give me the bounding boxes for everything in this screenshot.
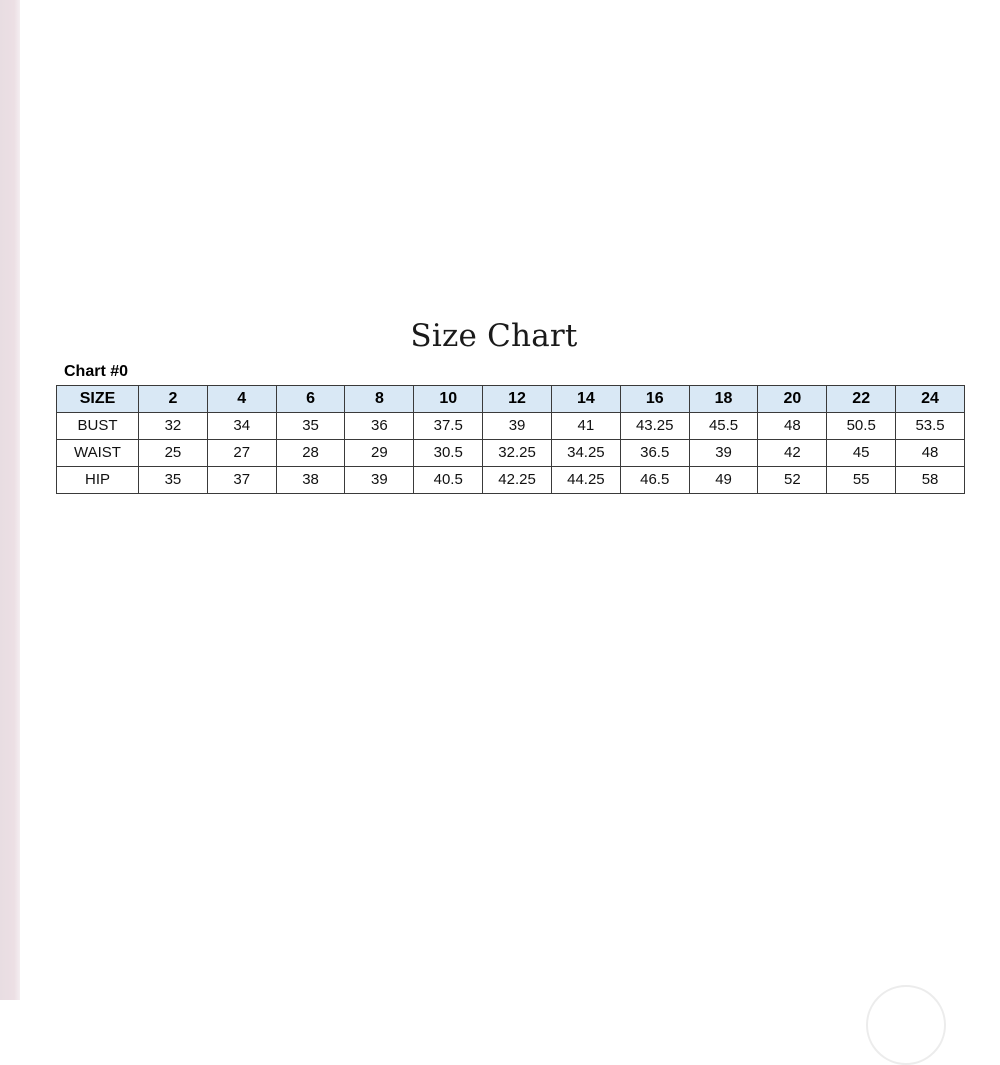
table-cell: 48	[758, 413, 827, 440]
header-cell: 14	[551, 386, 620, 413]
table-cell: 27	[207, 440, 276, 467]
table-cell: 46.5	[620, 467, 689, 494]
table-cell: 42.25	[483, 467, 552, 494]
table-cell: 39	[689, 440, 758, 467]
table-cell: 53.5	[896, 413, 965, 440]
size-chart-table	[56, 385, 965, 494]
table-cell: 55	[827, 467, 896, 494]
header-cell: 22	[827, 386, 896, 413]
table-row-waist	[57, 440, 965, 467]
corner-circle-decoration	[866, 985, 946, 1065]
table-cell: 42	[758, 440, 827, 467]
page-title: Size Chart	[410, 318, 578, 354]
header-cell: 10	[414, 386, 483, 413]
chart-number-label: Chart #0	[64, 363, 129, 380]
header-cell: 18	[689, 386, 758, 413]
table-cell: 37.5	[414, 413, 483, 440]
table-cell: 37	[207, 467, 276, 494]
table-cell: 40.5	[414, 467, 483, 494]
header-cell: 12	[483, 386, 552, 413]
table-cell: 36.5	[620, 440, 689, 467]
table-cell: 43.25	[620, 413, 689, 440]
table-row-bust	[57, 413, 965, 440]
table-cell: 34	[207, 413, 276, 440]
table-cell: 29	[345, 440, 414, 467]
table-cell: 50.5	[827, 413, 896, 440]
table-cell: 30.5	[414, 440, 483, 467]
row-label: BUST	[57, 413, 139, 440]
table-cell: 39	[345, 467, 414, 494]
header-cell: 20	[758, 386, 827, 413]
table-cell: 32.25	[483, 440, 552, 467]
header-cell: 4	[207, 386, 276, 413]
table-row-hip	[57, 467, 965, 494]
header-cell: 16	[620, 386, 689, 413]
table-cell: 58	[896, 467, 965, 494]
table-cell: 38	[276, 467, 345, 494]
table-cell: 25	[139, 440, 208, 467]
header-cell: 8	[345, 386, 414, 413]
table-cell: 49	[689, 467, 758, 494]
table-cell: 32	[139, 413, 208, 440]
table-cell: 45.5	[689, 413, 758, 440]
table-cell: 41	[551, 413, 620, 440]
table-cell: 52	[758, 467, 827, 494]
header-cell: 6	[276, 386, 345, 413]
table-cell: 36	[345, 413, 414, 440]
row-label: HIP	[57, 467, 139, 494]
header-cell: 2	[139, 386, 208, 413]
table-cell: 35	[276, 413, 345, 440]
left-edge-strip	[0, 0, 20, 1000]
row-label: WAIST	[57, 440, 139, 467]
table-cell: 48	[896, 440, 965, 467]
table-header-row	[57, 386, 965, 413]
table-cell: 39	[483, 413, 552, 440]
header-cell-size: SIZE	[57, 386, 139, 413]
table-cell: 28	[276, 440, 345, 467]
table-cell: 44.25	[551, 467, 620, 494]
table-cell: 45	[827, 440, 896, 467]
table-cell: 34.25	[551, 440, 620, 467]
table-cell: 35	[139, 467, 208, 494]
header-cell: 24	[896, 386, 965, 413]
